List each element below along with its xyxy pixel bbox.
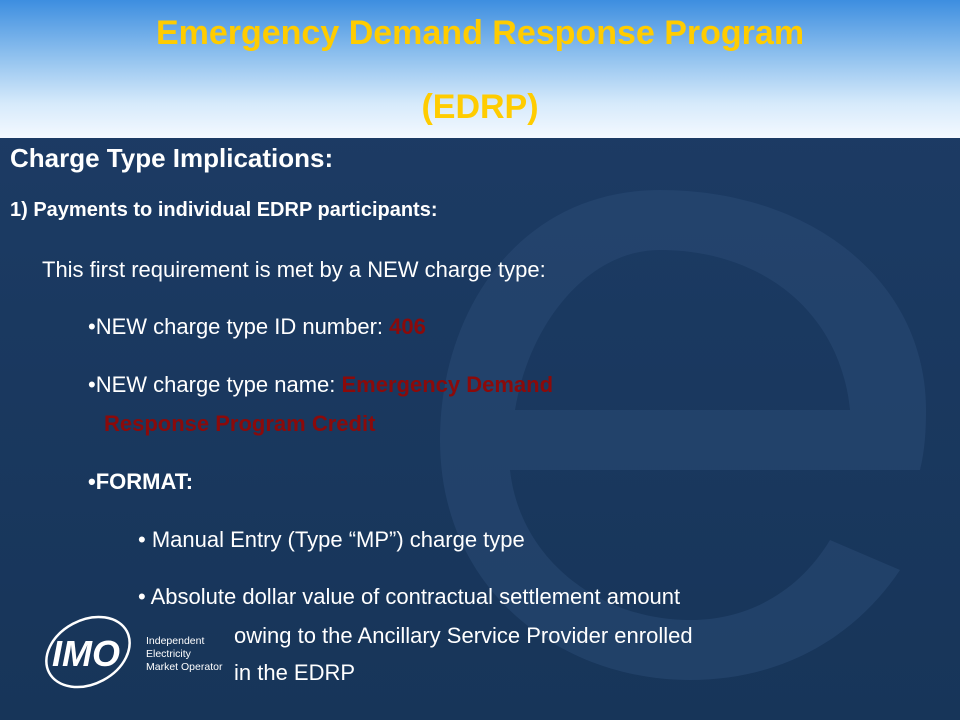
imo-wordmark: IMO — [52, 633, 120, 674]
sub-bullet-manual-entry — [138, 527, 525, 553]
title-banner — [0, 0, 960, 138]
bullet-format — [88, 469, 193, 495]
imo-logo-mark — [38, 612, 233, 692]
section-heading: Charge Type Implications: — [10, 143, 334, 173]
charge-name-value-line1: Emergency Demand — [341, 372, 554, 397]
imo-logo — [38, 612, 233, 692]
absolute-value-line2: owing to the Ancillary Service Provider enrolled — [234, 623, 693, 648]
logo-line3: Market Operator — [146, 661, 223, 673]
sub-bullet-absolute-value — [138, 584, 680, 610]
section-subheading: 1) Payments to individual EDRP participants: — [10, 199, 438, 221]
bullet-marker: • — [88, 314, 96, 339]
bullet-marker: • — [88, 372, 96, 397]
bullet-charge-name — [88, 372, 553, 398]
logo-line2: Electricity — [146, 648, 191, 660]
slide-title-line2: (EDRP) — [421, 88, 539, 126]
manual-entry-text: Manual Entry (Type “MP”) charge type — [151, 527, 525, 552]
slide-title-line1: Emergency Demand Response Program — [155, 14, 805, 52]
charge-name-value-line2: Response Program Credit — [104, 411, 376, 436]
intro-text: This first requirement is met by a NEW charge type: — [42, 257, 546, 282]
bullet-marker: • — [138, 527, 146, 552]
absolute-value-line3: in the EDRP — [234, 660, 356, 685]
logo-line1: Independent — [146, 635, 205, 647]
bullet-marker: • — [138, 584, 146, 609]
format-label: FORMAT: — [95, 469, 194, 494]
absolute-value-line1: Absolute dollar value of contractual settlement amount — [150, 584, 681, 609]
bullet-marker: • — [88, 469, 96, 494]
bullet-charge-id — [88, 314, 426, 340]
bullet-label: NEW charge type ID number: — [95, 314, 390, 339]
bullet-label: NEW charge type name: — [95, 372, 342, 397]
charge-id-value: 406 — [389, 314, 426, 339]
